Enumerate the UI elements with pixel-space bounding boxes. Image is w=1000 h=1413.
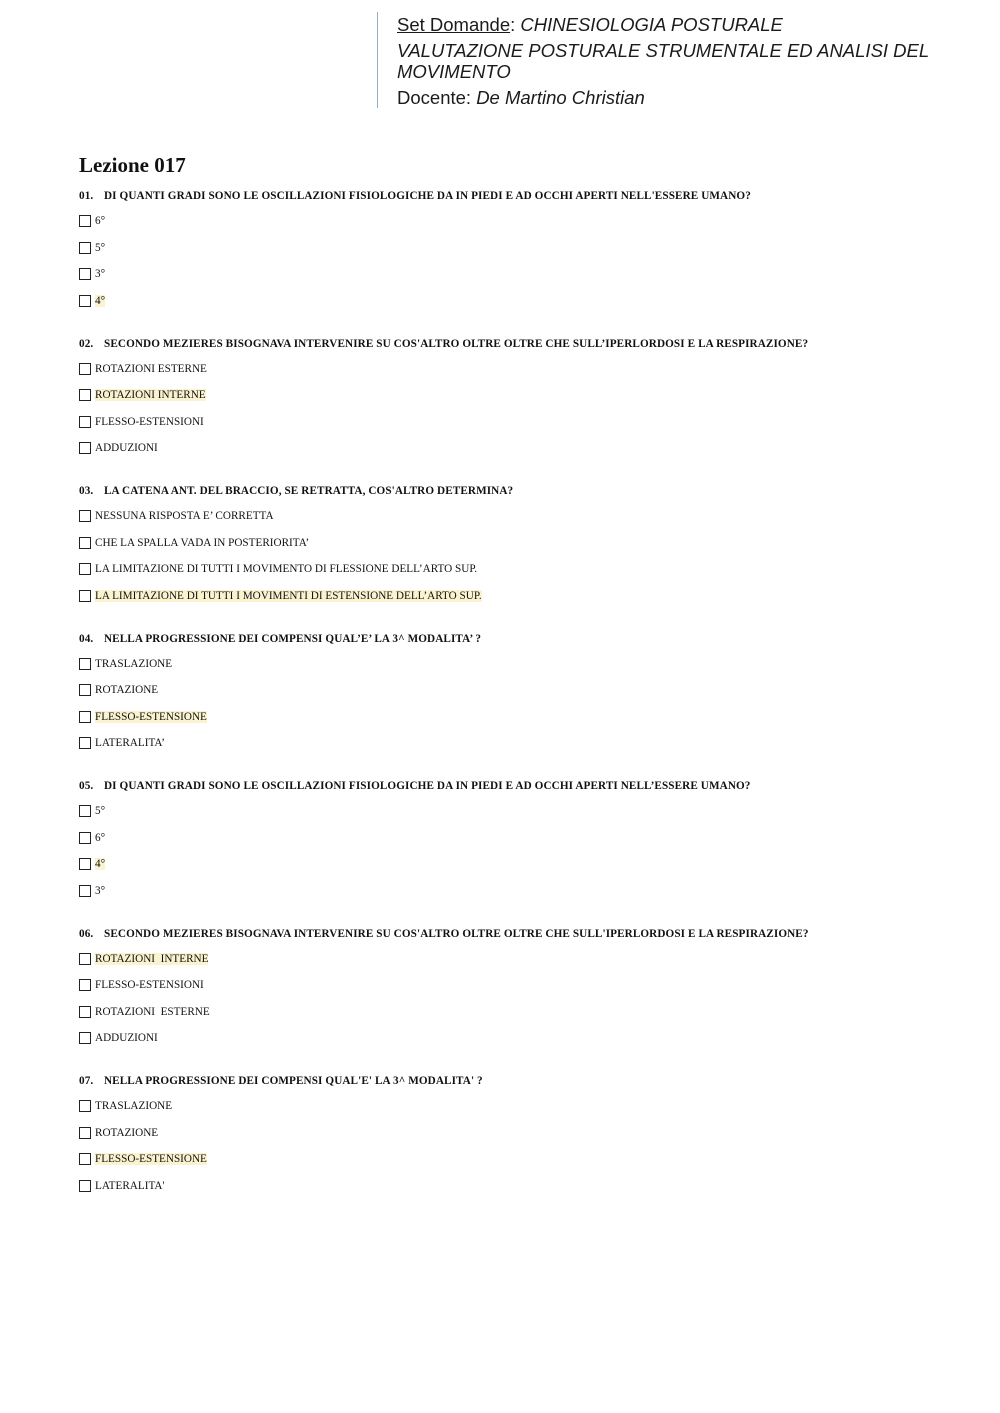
answer-option[interactable] [79,1093,939,1120]
answer-label-highlighted: 4° [95,294,106,307]
checkbox[interactable] [79,832,91,844]
answer-option[interactable] [79,677,939,704]
answer-label: NESSUNA RISPOSTA E’ CORRETTA [95,510,274,523]
answer-label: TRASLAZIONE [95,1100,173,1113]
answer-option[interactable] [79,704,939,731]
question-label: NELLA PROGRESSIONE DEI COMPENSI QUAL’E’ LA 3^ MODALITA’ ? [104,632,482,645]
answer-option[interactable] [79,556,939,583]
answer-label: CHE LA SPALLA VADA IN POSTERIORITA’ [95,536,310,549]
question-label: SECONDO MEZIERES BISOGNAVA INTERVENIRE SU COS'ALTRO OLTRE OLTRE CHE SULL’IPERLORDOSI E LA RESPIRAZIONE? [104,337,809,350]
question-text [79,483,939,499]
answer-list [79,208,939,314]
document-header [377,12,957,108]
question-label: LA CATENA ANT. DEL BRACCIO, SE RETRATTA, COS'ALTRO DETERMINA? [104,485,514,497]
question-number: 02. [79,337,94,350]
checkbox[interactable] [79,953,91,965]
checkbox[interactable] [79,295,91,307]
checkbox[interactable] [79,389,91,401]
question-label: DI QUANTI GRADI SONO LE OSCILLAZIONI FISIOLOGICHE DA IN PIEDI E AD OCCHI APERTI NELL'ESSERE UMANO? [104,190,751,202]
answer-label: ROTAZIONE [95,684,159,697]
docente-name: De Martino Christian [476,86,645,108]
answer-option[interactable] [79,583,939,610]
course-subtitle: VALUTAZIONE POSTURALE STRUMENTALE ED ANALISI DEL MOVIMENTO [397,39,929,82]
answer-list [79,946,939,1052]
answer-option[interactable] [79,730,939,757]
answer-label: ADDUZIONI [95,1032,158,1045]
answer-option[interactable] [79,1146,939,1173]
set-line [397,14,957,36]
answer-option[interactable] [79,1173,939,1200]
answer-option[interactable] [79,651,939,678]
answer-option[interactable] [79,356,939,383]
answer-option[interactable] [79,382,939,409]
checkbox[interactable] [79,1032,91,1044]
answer-option[interactable] [79,409,939,436]
checkbox[interactable] [79,510,91,522]
answer-option[interactable] [79,530,939,557]
answer-list [79,1093,939,1199]
answer-option[interactable] [79,972,939,999]
checkbox[interactable] [79,215,91,227]
question-number: 06. [79,927,94,940]
answer-option[interactable] [79,946,939,973]
question-text [79,188,939,204]
answer-label-highlighted: FLESSO-ESTENSIONE [95,1153,207,1166]
answer-label: 6° [95,831,106,844]
answer-label-highlighted: 4° [95,858,106,871]
answer-list [79,503,939,609]
answer-option[interactable] [79,208,939,235]
answer-label: 6° [95,215,106,228]
checkbox[interactable] [79,805,91,817]
answer-option[interactable] [79,1025,939,1052]
answer-list [79,356,939,462]
checkbox[interactable] [79,1006,91,1018]
question-block [79,1073,939,1199]
question-number: 07. [79,1075,94,1087]
course-name: CHINESIOLOGIA POSTURALE [520,14,783,35]
answer-option[interactable] [79,851,939,878]
answer-label: 5° [95,805,106,818]
answer-label: LATERALITA' [95,1179,165,1192]
answer-option[interactable] [79,261,939,288]
answer-list [79,798,939,904]
checkbox[interactable] [79,563,91,575]
checkbox[interactable] [79,537,91,549]
question-label: DI QUANTI GRADI SONO LE OSCILLAZIONI FISIOLOGICHE DA IN PIEDI E AD OCCHI APERTI NELL’ESSERE UMANO? [104,780,751,792]
checkbox[interactable] [79,737,91,749]
answer-option[interactable] [79,1120,939,1147]
checkbox[interactable] [79,1153,91,1165]
question-number: 03. [79,485,94,497]
checkbox[interactable] [79,1180,91,1192]
checkbox[interactable] [79,590,91,602]
answer-label: 5° [95,241,106,254]
question-text [79,336,939,352]
question-list [79,188,939,1221]
checkbox[interactable] [79,268,91,280]
answer-label-highlighted: FLESSO-ESTENSIONE [95,710,207,723]
checkbox[interactable] [79,363,91,375]
answer-label: LA LIMITAZIONE DI TUTTI I MOVIMENTO DI FLESSIONE DELL’ARTO SUP. [95,563,478,576]
answer-label: FLESSO-ESTENSIONI [95,979,204,992]
answer-option[interactable] [79,825,939,852]
answer-label: ROTAZIONI ESTERNE [95,362,207,375]
question-number: 05. [79,780,94,792]
question-number: 04. [79,632,94,645]
question-block [79,778,939,904]
question-block [79,336,939,462]
answer-label: TRASLAZIONE [95,657,173,670]
checkbox[interactable] [79,885,91,897]
answer-label-highlighted: ROTAZIONI INTERNE [95,952,209,965]
question-text [79,778,939,794]
question-block [79,483,939,609]
answer-option[interactable] [79,878,939,905]
answer-label: LATERALITA’ [95,737,165,750]
answer-label-highlighted: LA LIMITAZIONE DI TUTTI I MOVIMENTI DI ESTENSIONE DELL’ARTO SUP. [95,589,482,602]
answer-option[interactable] [79,435,939,462]
question-label: NELLA PROGRESSIONE DEI COMPENSI QUAL'E' LA 3^ MODALITA' ? [104,1075,483,1087]
question-text [79,926,939,942]
answer-option[interactable] [79,235,939,262]
question-block [79,188,939,314]
answer-label: FLESSO-ESTENSIONI [95,415,204,428]
question-block [79,631,939,757]
answer-option[interactable] [79,503,939,530]
docente-line [397,87,957,109]
answer-option[interactable] [79,999,939,1026]
checkbox[interactable] [79,416,91,428]
answer-option[interactable] [79,798,939,825]
checkbox[interactable] [79,711,91,723]
checkbox[interactable] [79,858,91,870]
answer-label: 3° [95,884,106,897]
checkbox[interactable] [79,1127,91,1139]
checkbox[interactable] [79,684,91,696]
checkbox[interactable] [79,1100,91,1112]
answer-option[interactable] [79,288,939,315]
answer-label: ROTAZIONE [95,1126,159,1139]
lesson-title: Lezione 017 [79,153,186,177]
answer-list [79,651,939,757]
answer-label-highlighted: ROTAZIONI INTERNE [95,389,206,402]
question-block [79,926,939,1052]
docente-label: Docente: [397,86,477,108]
set-separator: : [510,14,521,35]
set-label: Set Domande [397,14,511,35]
answer-label: 3° [95,268,106,281]
answer-label: ADDUZIONI [95,442,158,455]
checkbox[interactable] [79,242,91,254]
checkbox[interactable] [79,442,91,454]
question-label: SECONDO MEZIERES BISOGNAVA INTERVENIRE SU COS'ALTRO OLTRE OLTRE CHE SULL'IPERLORDOSI E LA RESPIRAZIONE? [104,927,809,940]
question-text [79,1073,939,1089]
question-number: 01. [79,190,94,202]
question-text [79,631,939,647]
answer-label: ROTAZIONI ESTERNE [95,1005,210,1018]
checkbox[interactable] [79,979,91,991]
checkbox[interactable] [79,658,91,670]
